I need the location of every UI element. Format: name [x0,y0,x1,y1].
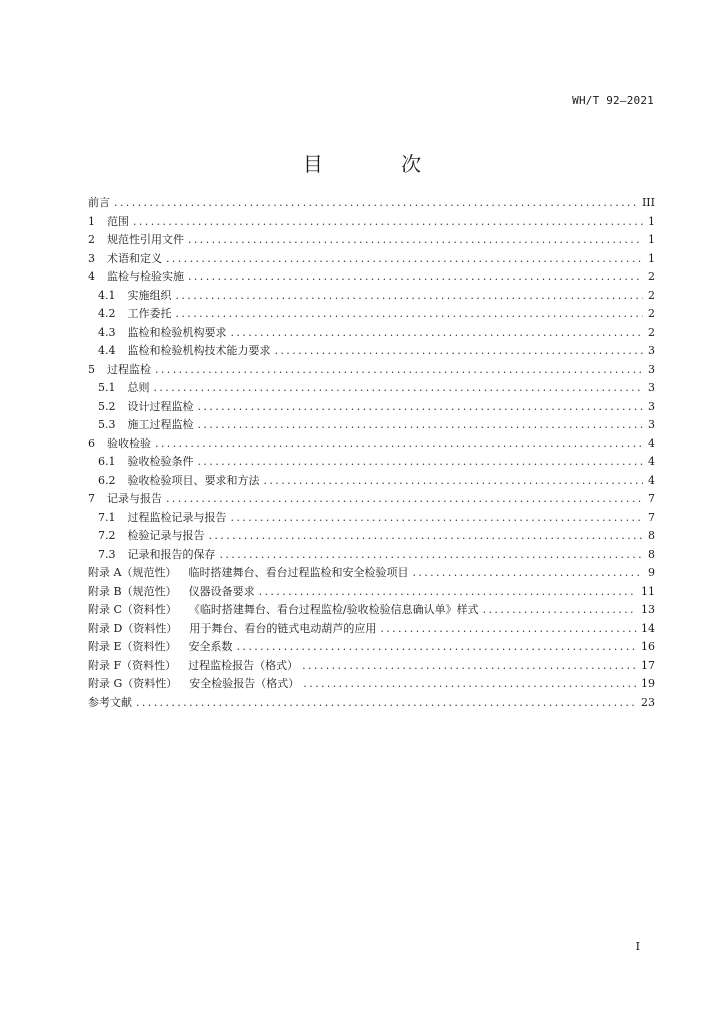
toc-entry[interactable] [88,564,655,583]
toc-entry-page: 4 [648,436,655,450]
toc-dot-leader [188,268,643,287]
toc-dot-leader [302,657,637,676]
toc-title: 目 次 [302,152,458,176]
toc-entry-label: 前言 [88,196,110,209]
toc-entry-number: 6.1 [98,455,116,468]
toc-entry-label: 范围 [107,214,129,228]
toc-entry-number: 1 [88,214,95,228]
toc-entry[interactable] [88,601,655,620]
toc-entry[interactable] [88,287,655,306]
toc-entry[interactable] [88,490,655,509]
toc-entry-number: 附录 D（资料性） [88,621,178,635]
toc-entry-page: 3 [648,362,655,376]
toc-dot-leader [198,453,644,472]
toc-entry[interactable] [88,194,655,213]
toc-entry-number: 附录 A（规范性） [88,566,177,579]
toc-entry-number: 5.1 [98,381,116,394]
toc-dot-leader [275,342,644,361]
toc-entry-page: 8 [648,529,655,542]
toc-entry-page: 17 [641,658,655,672]
toc-dot-leader [114,194,638,213]
toc-entry-number: 7.2 [98,529,116,542]
toc-entry-label: 临时搭建舞台、看台过程监检和安全检验项目 [188,566,409,579]
toc-entry[interactable] [88,675,655,694]
toc-entry-page: 14 [641,621,655,635]
toc-entry[interactable] [88,213,655,232]
toc-dot-leader [136,694,637,713]
toc-entry-page: 7 [648,492,655,505]
toc-entry-page: 2 [648,307,655,320]
toc-dot-leader [231,509,644,528]
toc-entry-page: 2 [648,270,655,283]
toc-entry[interactable] [88,620,655,639]
toc-dot-leader [198,416,644,435]
toc-entry[interactable] [88,231,655,250]
toc-entry-page: 19 [641,677,655,690]
toc-entry-label: 监检和检验机构要求 [127,325,227,339]
toc-entry-number: 附录 E（资料性） [88,640,177,653]
toc-entry-page: 3 [648,344,655,357]
toc-dot-leader [198,398,644,417]
toc-dot-leader [264,472,644,491]
toc-entry-number: 6.2 [98,473,116,487]
toc-entry-page: III [641,196,655,209]
toc-entry-number: 3 [88,251,95,265]
toc-entry-page: 3 [648,381,655,394]
toc-entry-label: 检验记录与报告 [127,529,205,542]
toc-entry-label: 过程监检报告（格式） [188,658,299,672]
toc-entry-page: 1 [648,233,655,246]
toc-entry-page: 4 [648,473,655,487]
toc-entry-number: 4.4 [98,344,116,357]
toc-entry-label: 验收检验项目、要求和方法 [127,473,260,487]
toc-entry-number: 5.2 [98,399,116,413]
toc-entry[interactable] [88,324,655,343]
toc-dot-leader [176,305,644,324]
toc-dot-leader [259,583,637,602]
toc-entry[interactable] [88,527,655,546]
toc-entry[interactable] [88,546,655,565]
toc-entry-label: 安全检验报告（格式） [189,677,300,690]
toc-entry-page: 7 [648,510,655,524]
toc-entry-page: 2 [648,325,655,339]
toc-entry[interactable] [88,250,655,269]
toc-entry-label: 用于舞台、看台的链式电动葫芦的应用 [189,621,377,635]
page-number: I [635,940,640,953]
toc-dot-leader [483,601,637,620]
toc-entry[interactable] [88,416,655,435]
toc-entry-number: 4.3 [98,325,116,339]
toc-entry-page: 8 [648,547,655,561]
toc-entry-page: 4 [648,455,655,468]
toc-entry-label: 过程监检 [107,362,151,376]
toc-entry-number: 5 [88,362,95,376]
toc-entry[interactable] [88,379,655,398]
toc-entry-label: 参考文献 [88,695,132,709]
toc-entry-number: 附录 C（资料性） [88,603,177,616]
toc-entry-number: 5.3 [98,418,116,431]
toc-entry-number: 4.1 [98,288,116,302]
toc-entry-label: 验收检验条件 [127,455,194,468]
toc-entry-label: 仪器设备要求 [188,584,255,598]
toc-dot-leader [220,546,644,565]
toc-entry-number: 7 [88,492,95,505]
toc-dot-leader [231,324,644,343]
toc-dot-leader [412,564,643,583]
toc-entry-number: 4 [88,270,95,283]
toc-dot-leader [166,250,643,269]
toc-dot-leader [133,213,643,232]
toc-entry-number: 4.2 [98,307,116,320]
toc-entry-label: 工作委托 [127,307,172,320]
toc-entry[interactable] [88,435,655,454]
toc-dot-leader [380,620,637,639]
toc-entry-page: 11 [641,584,655,598]
toc-dot-leader [209,527,644,546]
toc-dot-leader [155,361,643,380]
toc-entry-number: 6 [88,436,95,450]
toc-dot-leader [154,379,644,398]
toc-entry[interactable] [88,268,655,287]
toc-dot-leader [303,675,637,694]
toc-entry-page: 23 [641,695,655,709]
toc-entry-page: 1 [648,251,655,265]
toc-entry-label: 实施组织 [127,288,172,302]
toc-entry-page: 2 [648,288,655,302]
toc-entry[interactable] [88,305,655,324]
toc-entry-label: 施工过程监检 [127,418,194,431]
toc-entry[interactable] [88,361,655,380]
toc-entry[interactable] [88,453,655,472]
toc-entry-number: 7.1 [98,510,116,524]
toc-entry[interactable] [88,472,655,491]
toc-entry-label: 设计过程监检 [127,399,194,413]
toc-dot-leader [237,638,637,657]
toc-entry[interactable] [88,657,655,676]
toc-entry-label: 记录和报告的保存 [127,547,216,561]
toc-entry-page: 3 [648,399,655,413]
standard-code: WH/T 92—2021 [572,94,654,107]
toc-entry[interactable] [88,638,655,657]
toc-entry-label: 监检与检验实施 [107,270,184,283]
toc-entry-number: 附录 B（规范性） [88,584,177,598]
toc-entry-label: 验收检验 [107,436,151,450]
toc-entry[interactable] [88,583,655,602]
toc-entry-label: 安全系数 [188,640,233,653]
toc-entry-label: 记录与报告 [107,492,162,505]
toc-entry-page: 16 [641,640,655,653]
toc-entry-label: 过程监检记录与报告 [127,510,227,524]
toc-entry-page: 13 [641,603,655,616]
toc-entry-label: 规范性引用文件 [107,233,184,246]
toc-entry-number: 2 [88,233,95,246]
toc-entry-number: 附录 F（资料性） [88,658,177,672]
toc-entry-label: 术语和定义 [107,251,162,265]
toc-entry-page: 9 [648,566,655,579]
toc-dot-leader [188,231,643,250]
toc-entry-label: 《临时搭建舞台、看台过程监检/验收检验信息确认单》样式 [188,603,479,616]
toc-dot-leader [155,435,643,454]
toc-entry-label: 监检和检验机构技术能力要求 [127,344,271,357]
table-of-contents [88,194,655,712]
toc-entry-number: 附录 G（资料性） [88,677,178,690]
toc-entry[interactable] [88,398,655,417]
toc-entry[interactable] [88,509,655,528]
toc-entry-label: 总则 [127,381,150,394]
toc-dot-leader [176,287,644,306]
toc-entry-number: 7.3 [98,547,116,561]
toc-entry-page: 3 [648,418,655,431]
toc-dot-leader [166,490,643,509]
toc-entry-page: 1 [648,214,655,228]
toc-entry[interactable] [88,342,655,361]
toc-entry[interactable] [88,694,655,713]
